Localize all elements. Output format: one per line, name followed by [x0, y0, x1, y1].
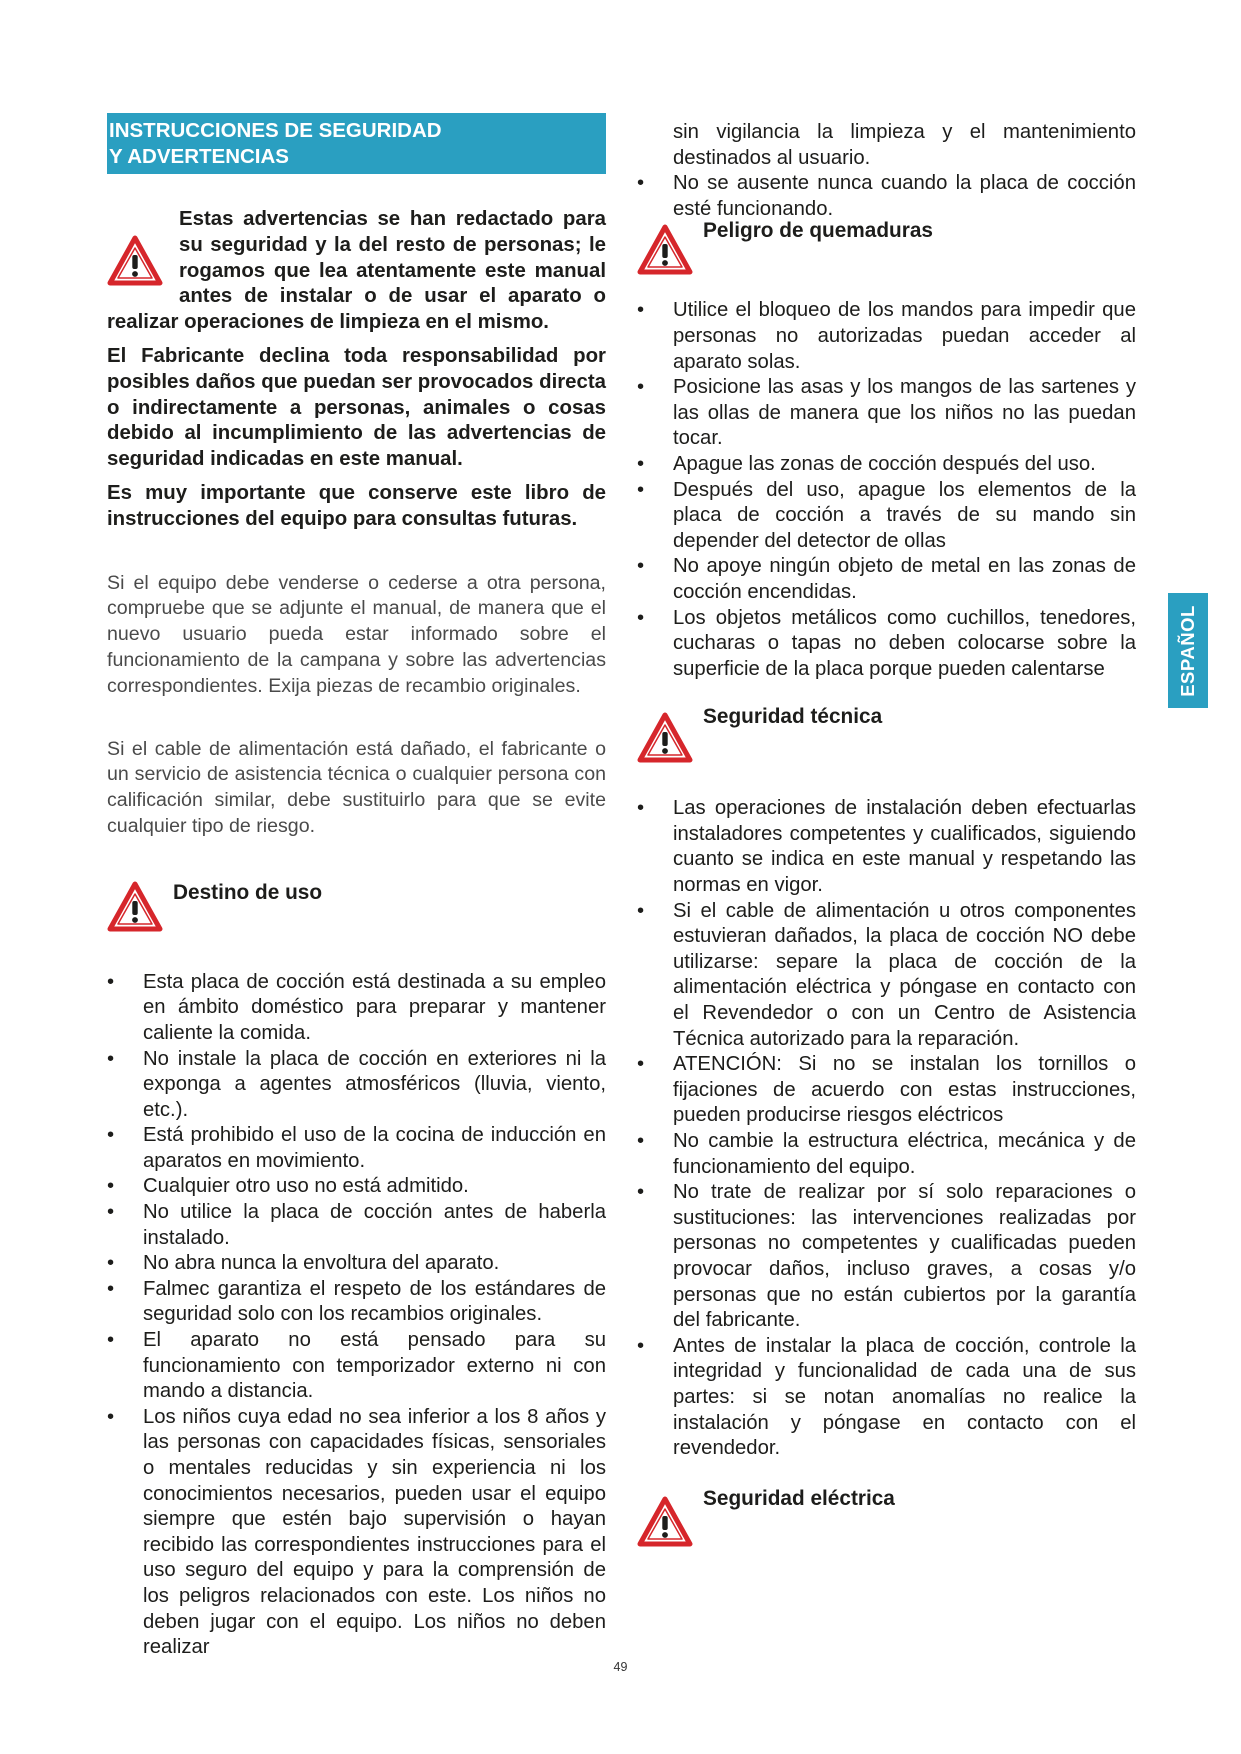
list-item: • Después del uso, apague los elementos de la placa de cocción a través de su mando sin depender del detector de ollas: [637, 478, 1136, 555]
keep-manual-note: Es muy importante que conserve este libro de instrucciones del equipo para consultas futuras.: [107, 481, 606, 530]
language-tab: [1168, 593, 1208, 708]
section-header-line2: Y ADVERTENCIAS: [109, 145, 289, 168]
warning-icon: [637, 712, 693, 764]
list-item: • Apague las zonas de cocción después del uso.: [637, 452, 1136, 478]
tecnica-title: Seguridad técnica: [703, 705, 883, 729]
quemaduras-list: [637, 298, 1136, 682]
list-item: • No abra nunca la envoltura del aparato.: [107, 1251, 606, 1277]
list-item: • No apoye ningún objeto de metal en las zonas de cocción encendidas.: [637, 554, 1136, 605]
tecnica-list: [637, 796, 1136, 1461]
list-item: • Utilice el bloqueo de los mandos para impedir que personas no autorizadas puedan acceder al aparato solas.: [637, 298, 1136, 375]
destino-title: Destino de uso: [173, 880, 323, 904]
intro-warning-text: Estas advertencias se han redactado para su seguridad y la del resto de personas; le rogamos que lea atentamente este manual antes de instalar o de usar el aparato o realizar operaciones de limpieza en el mismo.: [107, 208, 606, 334]
left-column: [107, 113, 606, 1661]
warning-icon: [637, 1496, 693, 1548]
continuation-text: sin vigilancia la limpieza y el mantenimiento destinados al usuario.: [673, 121, 1136, 169]
tecnica-heading: [637, 704, 1136, 764]
list-item: • Las operaciones de instalación deben efectuarlas instaladores competentes y cualificados, siguiendo cuanto se indica en este manual y respetando las normas en vigor.: [637, 796, 1136, 898]
section-header-line1: INSTRUCCIONES DE SEGURIDAD: [109, 119, 442, 142]
list-item: • No se ausente nunca cuando la placa de cocción esté funcionando.: [637, 171, 1136, 222]
quemaduras-heading: [637, 219, 1136, 278]
electrica-heading: [637, 1486, 1136, 1546]
list-item: • No utilice la placa de cocción antes de haberla instalado.: [107, 1200, 606, 1251]
language-tab-label: ESPAÑOL: [1177, 604, 1198, 697]
list-item: • Los niños cuya edad no sea inferior a los 8 años y las personas con capacidades físicas, sensoriales o mentales reducidas y sin experiencia ni los conocimientos necesarios, pueden usar el equipo siempre que estén bajo supervisión o hayan recibido las correspondientes instrucciones para el uso seguro del equipo y para la comprensión de los peligros relacionados con este. Los niños no deben jugar con el equipo. Los niños no deben realizar: [107, 1405, 606, 1661]
section-header: [107, 113, 606, 174]
list-item: • El aparato no está pensado para su funcionamiento con temporizador externo ni con mando a distancia.: [107, 1328, 606, 1405]
list-item: • Los objetos metálicos como cuchillos, tenedores, cucharas o tapas no deben colocarse sobre la superficie de la placa porque pueden calentarse: [637, 606, 1136, 683]
list-item: • Antes de instalar la placa de cocción, controle la integridad y funcionalidad de cada una de sus partes: si se notan anomalías no realice la instalación y póngase en contacto con el revendedor.: [637, 1334, 1136, 1462]
list-item: • Posicione las asas y los mangos de las sartenes y las ollas de manera que los niños no las puedan tocar.: [637, 375, 1136, 452]
manufacturer-disclaimer: El Fabricante declina toda responsabilidad por posibles daños que puedan ser provocados directa o indirectamente a personas, animales o cosas debido al incumplimiento de las advertencias de seguridad indicadas en este manual.: [107, 344, 606, 471]
cable-note: Si el cable de alimentación está dañado, el fabricante o un servicio de asistencia técnica o cualquier persona con calificación similar, debe sustituirlo para que se evite cualquier tipo de riesgo.: [107, 737, 606, 837]
warning-icon: [637, 224, 693, 276]
list-item: • No trate de realizar por sí solo reparaciones o sustituciones: las intervenciones realizadas por personas no competentes y cualificadas pueden provocar daños, incluso graves, a cosas y/o personas que no están cubiertos por la garantía del fabricante.: [637, 1180, 1136, 1334]
electrica-title: Seguridad eléctrica: [703, 1486, 895, 1510]
transfer-note: Si el equipo debe venderse o cederse a otra persona, compruebe que se adjunte el manual, de manera que el nuevo usuario pueda estar informado sobre el funcionamiento de la campana y sobre las advertencias correspondientes. Exija piezas de recambio originales.: [107, 571, 606, 697]
list-item: • Falmec garantiza el respeto de los estándares de seguridad solo con los recambios originales.: [107, 1277, 606, 1328]
warning-icon: [107, 235, 163, 287]
list-item: • Esta placa de cocción está destinada a su empleo en ámbito doméstico para preparar y mantener caliente la comida.: [107, 970, 606, 1047]
list-item: • Está prohibido el uso de la cocina de inducción en aparatos en movimiento.: [107, 1123, 606, 1174]
destino-heading: [107, 868, 606, 932]
list-item: • Cualquier otro uso no está admitido.: [107, 1174, 606, 1200]
page-number: 49: [613, 1660, 628, 1674]
quemaduras-title: Peligro de quemaduras: [703, 219, 933, 243]
warning-icon: [107, 881, 163, 933]
list-item: • No instale la placa de cocción en exteriores ni la exponga a agentes atmosféricos (lluvia, viento, etc.).: [107, 1047, 606, 1124]
list-item: • ATENCIÓN: Si no se instalan los tornillos o fijaciones de acuerdo con estas instrucciones, pueden producirse riesgos eléctricos: [637, 1052, 1136, 1129]
right-column: [637, 120, 1136, 1546]
list-item: • Si el cable de alimentación u otros componentes estuvieran dañados, la placa de cocción NO debe utilizarse: separe la placa de cocción de la alimentación eléctrica y póngase en contacto con el Revendedor o con un Centro de Asistencia Técnica autorizado para la reparación.: [637, 899, 1136, 1053]
right-top-list: [637, 171, 1136, 222]
destino-list: [107, 970, 606, 1661]
list-item: • No cambie la estructura eléctrica, mecánica y de funcionamiento del equipo.: [637, 1129, 1136, 1180]
